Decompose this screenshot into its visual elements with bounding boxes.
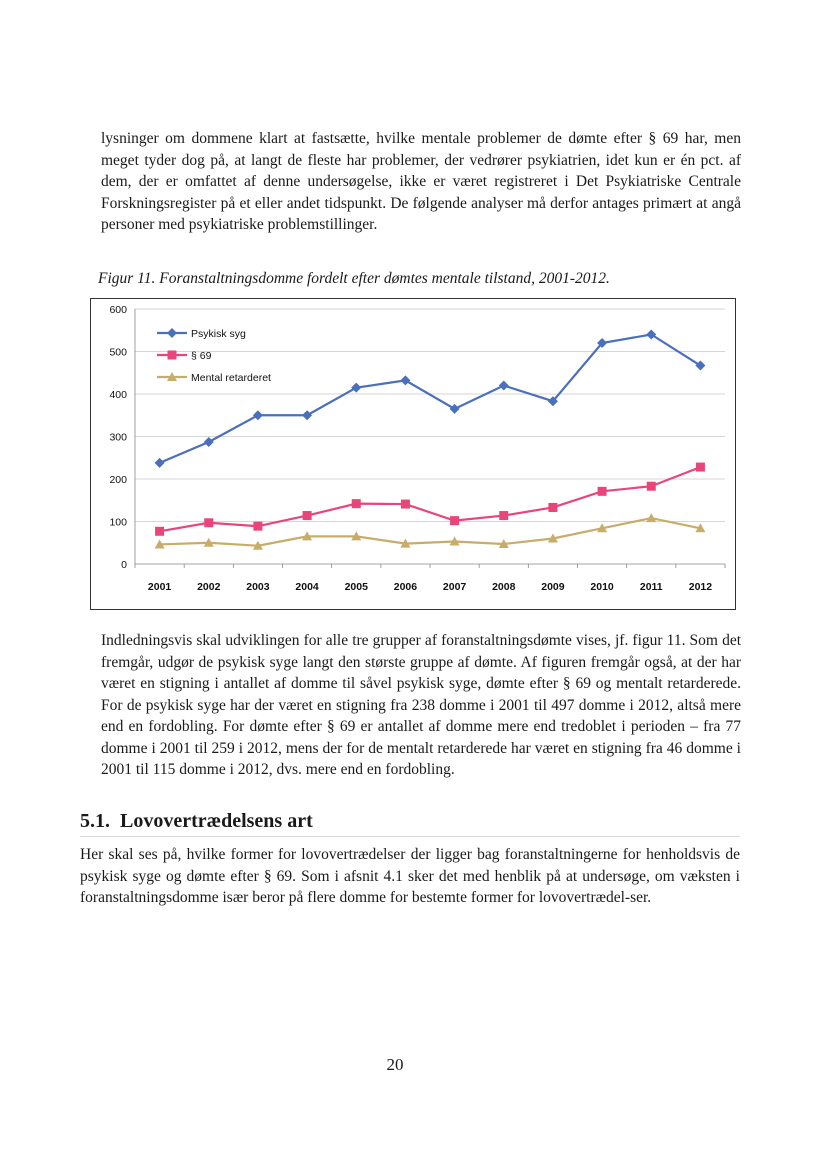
x-tick-label: 2006 [393, 581, 418, 593]
x-tick-label: 2001 [147, 581, 172, 593]
y-tick-label: 300 [109, 431, 127, 444]
series-diamond [155, 330, 706, 468]
x-tick-label: 2010 [590, 581, 614, 593]
data-point-square [155, 527, 164, 536]
data-point-square [352, 499, 361, 508]
chart-series [155, 330, 706, 550]
x-tick-label: 2009 [541, 581, 565, 593]
data-point-triangle [646, 513, 656, 522]
figure-caption: Figur 11. Foranstaltningsdomme fordelt efter dømtes mentale tilstand, 2001-2012. [98, 270, 610, 287]
x-tick-label: 2002 [197, 581, 221, 593]
y-tick-label: 0 [121, 559, 127, 571]
data-point-diamond [155, 458, 165, 468]
data-point-diamond [204, 437, 214, 447]
legend-label: § 69 [191, 350, 212, 362]
series-triangle [155, 513, 706, 550]
data-point-square [253, 522, 262, 531]
y-tick-label: 500 [109, 346, 127, 359]
section-paragraph: Her skal ses på, hvilke former for lovovertrædelser der ligger bag foranstaltningerne for henholdsvis de psykisk syge og dømte efter § 69. Som i afsnit 4.1 sker det med henblik på at undersøge, om væksten i foranstaltningsdomme især beror på flere domme for bestemte former for lovovertrædel-ser. [80, 846, 740, 906]
chart-gridlines [135, 309, 725, 522]
y-tick-label: 400 [109, 389, 127, 401]
y-tick-label: 100 [109, 516, 127, 529]
x-tick-label: 2011 [639, 581, 663, 593]
data-point-square [303, 511, 312, 520]
page-number: 20 [386, 1055, 404, 1074]
data-point-square [647, 482, 656, 491]
chart-legend [157, 328, 271, 384]
chart-frame [90, 298, 736, 610]
data-point-diamond [302, 410, 312, 420]
section-title: Lovovertrædelsens art [120, 810, 313, 832]
legend-label: Psykisk syg [191, 328, 246, 340]
heading-divider [80, 836, 740, 837]
x-tick-label: 2004 [295, 581, 319, 593]
legend-label: Mental retarderet [191, 372, 271, 384]
x-tick-label: 2008 [492, 581, 516, 593]
series-line [160, 518, 701, 546]
data-point-square [204, 518, 213, 527]
data-point-diamond [450, 404, 460, 414]
data-point-diamond [351, 383, 361, 393]
y-tick-label: 200 [109, 474, 127, 486]
data-point-square [168, 351, 177, 360]
data-point-diamond [499, 381, 509, 391]
data-point-diamond [253, 410, 263, 420]
legend-entry [157, 372, 271, 384]
legend-entry [157, 328, 246, 340]
chart-axes [109, 304, 725, 593]
intro-paragraph: lysninger om dommene klart at fastsætte, hvilke mentale problemer de dømte efter § 69 har, men meget tyder dog på, at langt de fleste har problemer, der vedrører psykiatrien, idet kun er én pct. af dem, der er omfattet af denne undersøgelse, ikke er været registreret i Det Psykiatriske Centrale Forskningsregister på et eller andet tidspunkt. De følgende analyser må derfor antages primært at angå personer med psykiatriske problemstillinger. [101, 130, 741, 233]
data-point-square [450, 516, 459, 525]
data-point-square [548, 503, 557, 512]
x-tick-label: 2012 [688, 581, 713, 593]
data-point-square [696, 463, 705, 472]
analysis-paragraph: Indledningsvis skal udviklingen for alle tre grupper af foranstaltningsdømte vises, jf. figur 11. Som det fremgår, udgør de psykisk syge langt den største gruppe af dømte. Af figuren fremgår også, at der har været en stigning i antallet af domme til såvel psykisk syge, dømte efter § 69 og mentalt retarderede. For de psykisk syge har der været en stigning fra 238 domme i 2001 til 497 domme i 2012, altså mere end en fordobling. For dømte efter § 69 er antallet af domme mere end tredoblet i perioden – fra 77 domme i 2001 til 259 i 2012, mens der for de mentalt retarderede har været en stigning fra 46 domme i 2001 til 115 domme i 2012, dvs. mere end en fordobling. [101, 632, 741, 778]
y-tick-label: 600 [109, 304, 127, 316]
x-tick-label: 2003 [246, 581, 270, 593]
data-point-square [401, 500, 410, 509]
line-chart [91, 299, 735, 609]
data-point-square [598, 487, 607, 496]
data-point-diamond [400, 375, 410, 385]
x-tick-label: 2005 [344, 581, 368, 593]
section-number: 5.1. [80, 810, 110, 832]
series-line [160, 335, 701, 463]
x-tick-label: 2007 [442, 581, 467, 593]
data-point-diamond [167, 328, 177, 338]
section-heading [80, 810, 313, 833]
data-point-square [499, 511, 508, 520]
